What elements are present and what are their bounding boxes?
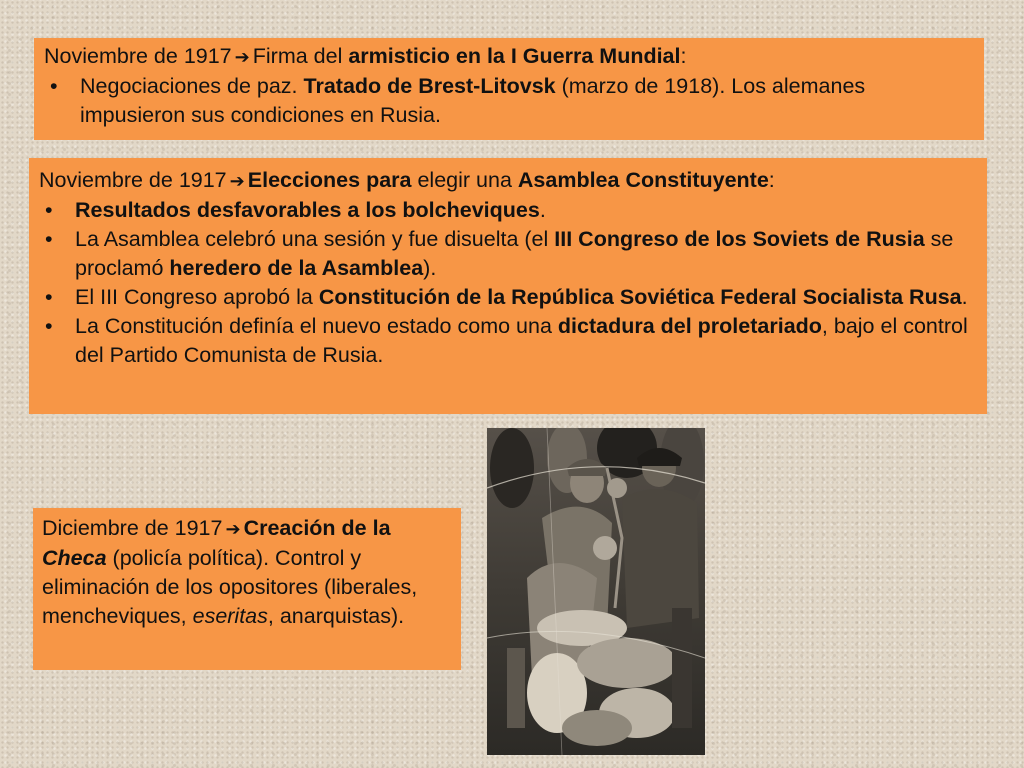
bullet-icon: •	[45, 198, 53, 222]
arrow-right-icon: ➔	[225, 519, 241, 539]
bullet-bold-text: dictadura del proletariado	[557, 314, 822, 338]
bullet-bold-text: Tratado de Brest-Litovsk	[303, 74, 556, 98]
bullet-text: .	[539, 198, 546, 222]
bullet-text: Negociaciones de paz.	[80, 74, 298, 98]
bullet-text: El III Congreso aprobó la	[75, 285, 313, 309]
bullet-text: La Asamblea celebró una sesión y fue disuelta (el	[75, 227, 549, 251]
elections-bullet-list	[39, 196, 975, 370]
heading-bold-text: armisticio en la I Guerra Mundial	[348, 44, 681, 68]
armistice-box	[34, 38, 984, 140]
arrow-right-icon: ➔	[234, 47, 250, 67]
heading-text: elegir una	[417, 168, 512, 192]
heading-bold-text: Elecciones para	[247, 168, 412, 192]
cheka-paragraph	[42, 514, 451, 631]
bullet-icon: •	[45, 285, 53, 309]
list-item	[39, 196, 975, 225]
heading-bold-text: Creación de la	[243, 516, 391, 540]
bullet-bold-text: heredero de la Asamblea	[169, 256, 424, 280]
photo-graphic	[487, 428, 705, 755]
bullet-bold-text: Constitución de la República Soviética Federal Socialista Rusa	[318, 285, 962, 309]
bullet-icon: •	[45, 314, 53, 338]
paragraph-text: (policía política). Control y eliminación de los opositores (liberales, mencheviques,	[42, 546, 418, 628]
list-item	[39, 283, 975, 312]
bullet-bold-text: Resultados desfavorables a los bolcheviques	[75, 198, 540, 222]
heading-colon: :	[680, 44, 687, 68]
cheka-term: Checa	[42, 546, 107, 570]
armistice-heading	[44, 42, 970, 72]
paragraph-text: , anarquistas).	[267, 604, 405, 628]
list-item	[39, 312, 975, 370]
bullet-text: .	[961, 285, 968, 309]
heading-bold-text: Asamblea Constituyente	[517, 168, 769, 192]
bullet-text: La Constitución definía el nuevo estado como una	[75, 314, 552, 338]
cheka-box	[33, 508, 461, 670]
bullet-text: , bajo el control del Partido Comunista de Rusia.	[75, 314, 968, 367]
elections-heading	[39, 166, 975, 196]
bullet-icon: •	[50, 74, 58, 98]
italic-term: eseritas	[192, 604, 268, 628]
bullet-icon: •	[45, 227, 53, 251]
date-text: Noviembre de 1917	[39, 168, 227, 192]
bullet-text: ).	[423, 256, 437, 280]
heading-text: Firma del	[252, 44, 343, 68]
list-item	[39, 225, 975, 283]
list-item	[44, 72, 970, 130]
bullet-text: se proclamó	[75, 227, 954, 280]
arrow-right-icon: ➔	[229, 171, 245, 191]
historical-photo	[487, 428, 705, 755]
bullet-text: (marzo de 1918). Los alemanes impusieron sus condiciones en Rusia.	[80, 74, 866, 127]
date-text: Noviembre de 1917	[44, 44, 232, 68]
bullet-bold-text: III Congreso de los Soviets de Rusia	[554, 227, 925, 251]
armistice-bullet-list	[44, 72, 970, 130]
elections-box	[29, 158, 987, 414]
date-text: Diciembre de 1917	[42, 516, 223, 540]
heading-colon: :	[768, 168, 775, 192]
